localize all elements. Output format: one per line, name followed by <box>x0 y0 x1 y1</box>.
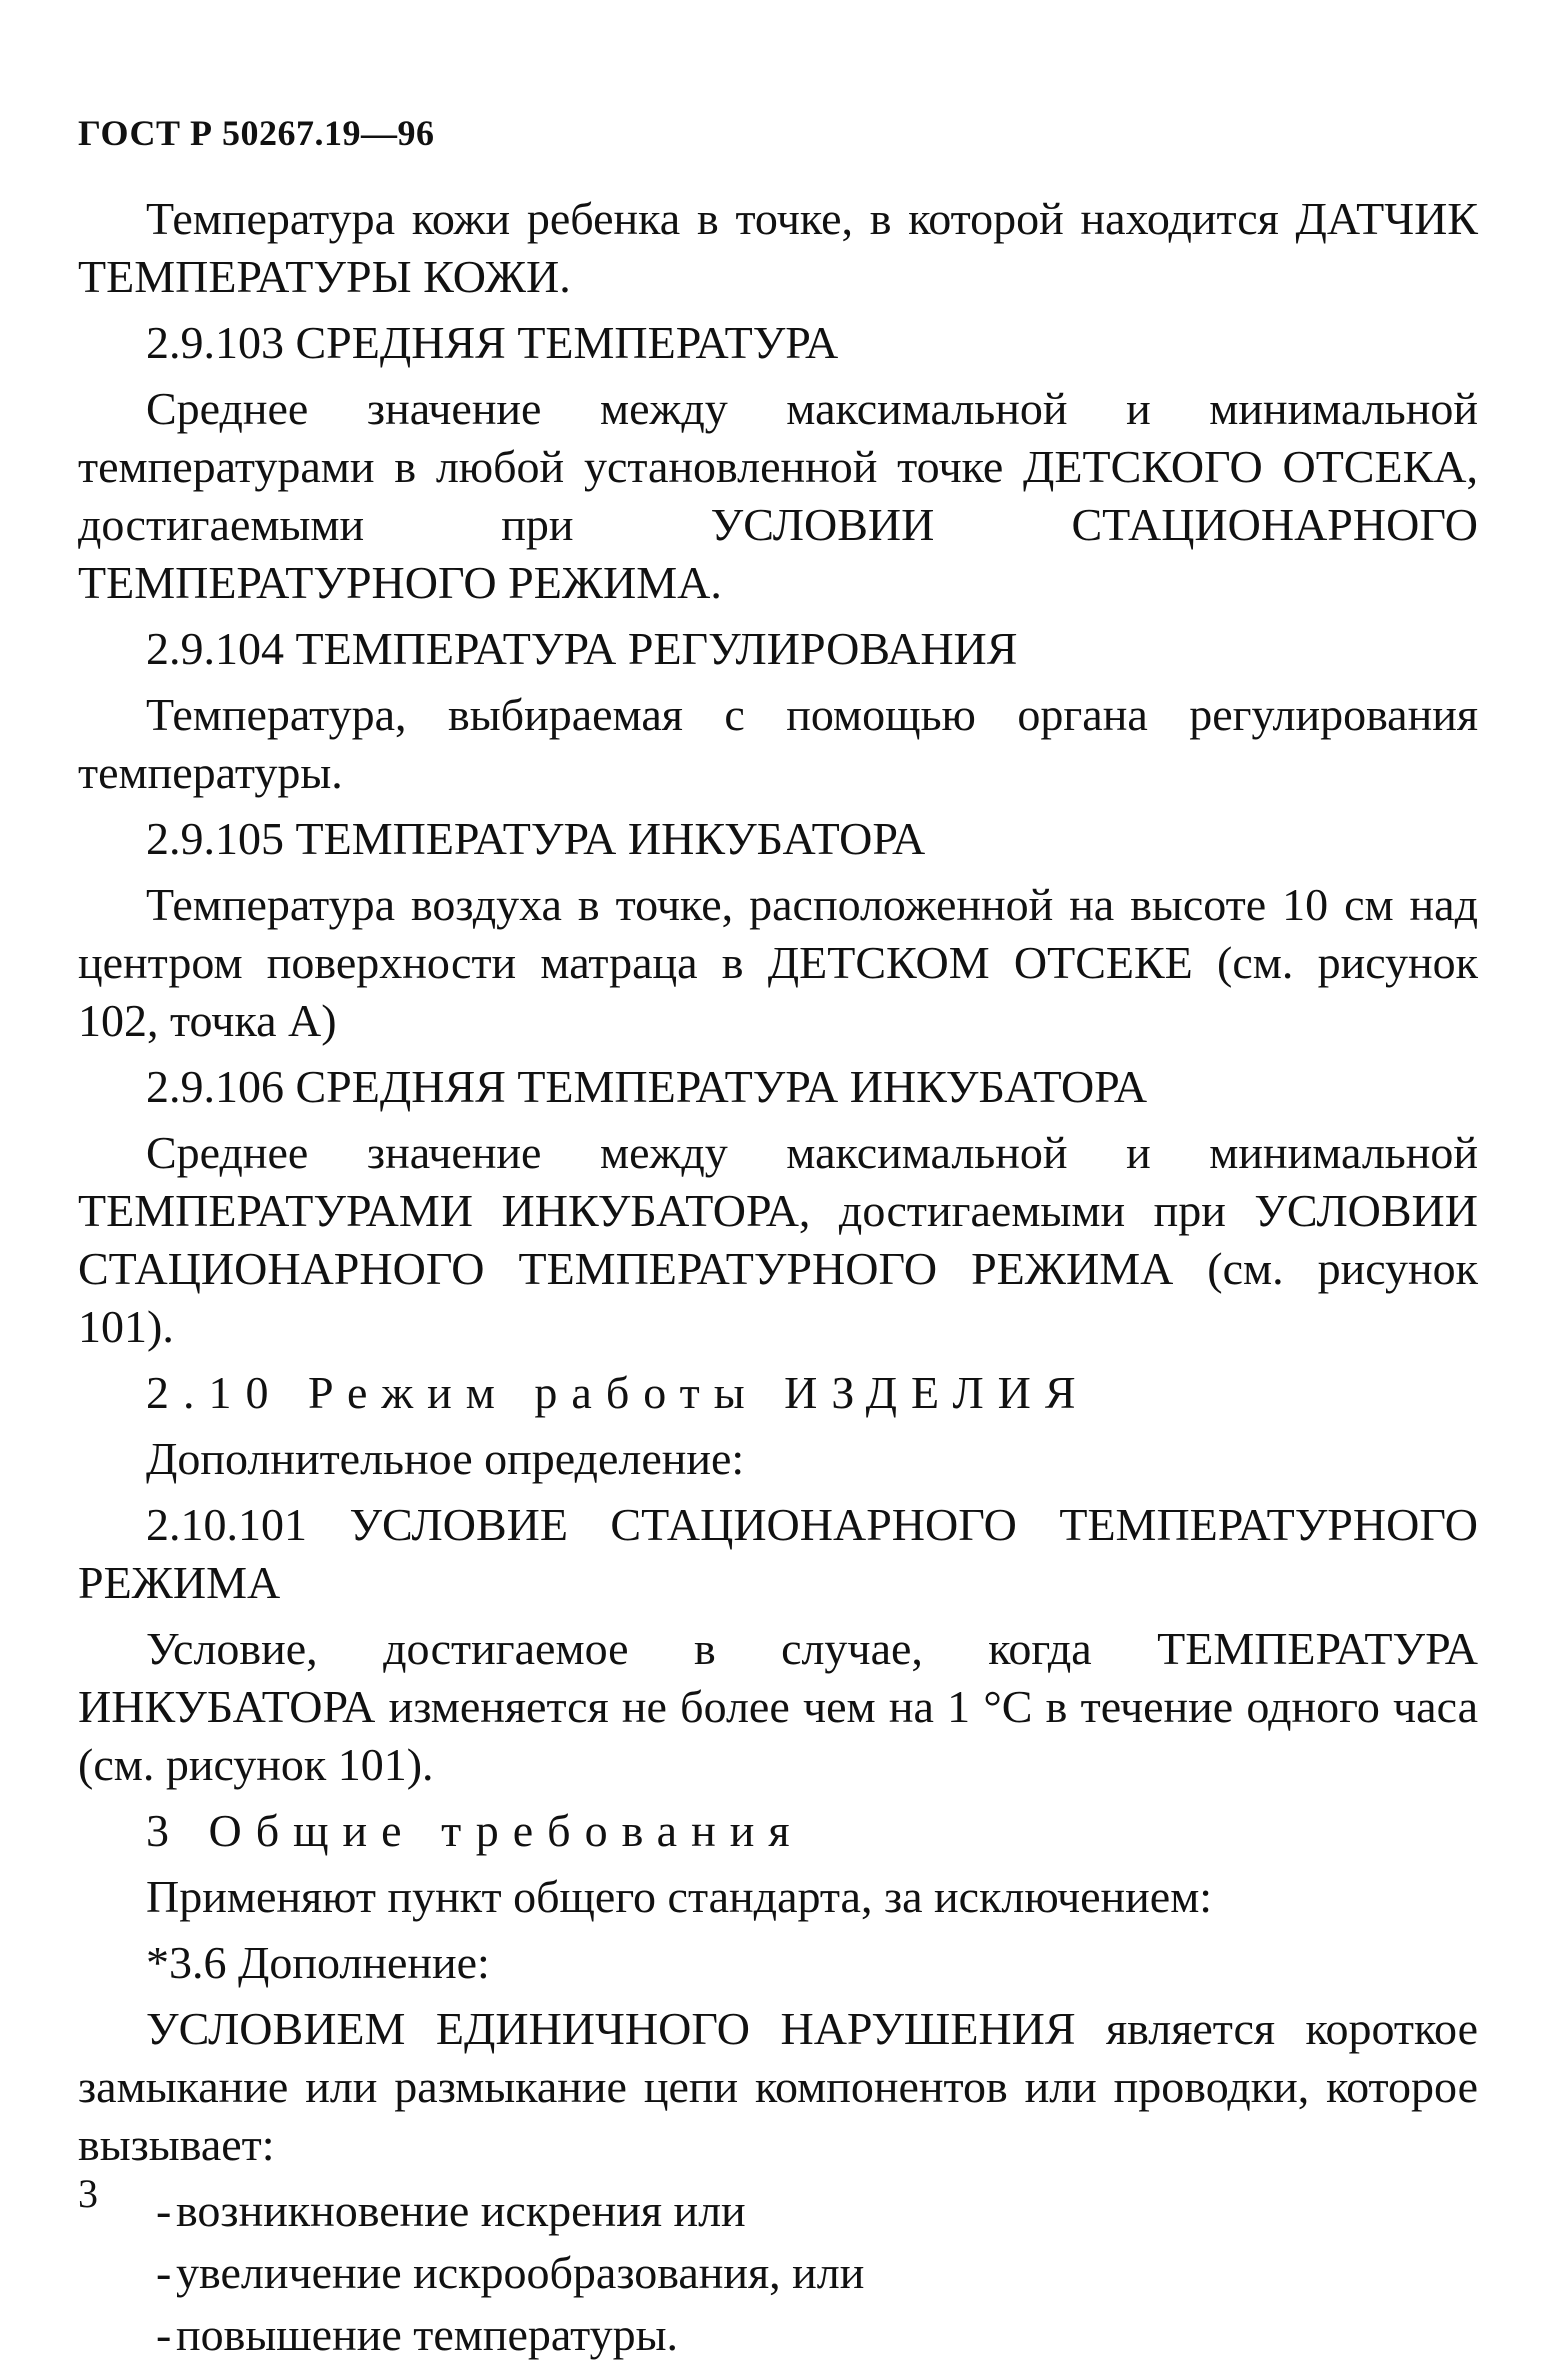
list-item <box>78 2244 1478 2302</box>
list-item-text: увеличение искрообразования, или <box>176 2247 865 2298</box>
paragraph-clause-3-6-addition: *3.6 Дополнение: <box>146 1937 490 1988</box>
document-header: ГОСТ Р 50267.19—96 <box>78 113 435 153</box>
consequences-list <box>78 2182 1478 2364</box>
page-number: 3 <box>78 2171 98 2216</box>
paragraph-general-standard-clause: Применяют пункт общего стандарта, за исключением: <box>146 1871 1213 1922</box>
term-steady-temperature-condition: 2.10.101 УСЛОВИЕ СТАЦИОНАРНОГО ТЕМПЕРАТУРНОГО РЕЖИМА <box>78 1499 1478 1608</box>
term-average-incubator-temperature: 2.9.106 СРЕДНЯЯ ТЕМПЕРАТУРА ИНКУБАТОРА <box>146 1061 1148 1112</box>
list-item-text: повышение температуры. <box>176 2309 679 2360</box>
paragraph-single-fault-condition: УСЛОВИЕМ ЕДИНИЧНОГО НАРУШЕНИЯ является короткое замыкание или размыкание цепи компонентов или проводки, которое вызывает: <box>78 2003 1478 2170</box>
term-average-temperature: 2.9.103 СРЕДНЯЯ ТЕМПЕРАТУРА <box>146 317 839 368</box>
section-heading-mode-of-operation: 2.10 Режим работы ИЗДЕЛИЯ <box>146 1367 1090 1418</box>
list-dash: - <box>156 2185 172 2236</box>
paragraph-additional-definition: Дополнительное определение: <box>146 1433 745 1484</box>
paragraph-average-incubator-temperature-definition: Среднее значение между максимальной и минимальной ТЕМПЕРАТУРАМИ ИНКУБАТОРА, достигаемыми при УСЛОВИИ СТАЦИОНАРНОГО ТЕМПЕРАТУРНОГО РЕЖИМА (см. рисунок 101). <box>78 1127 1478 1352</box>
term-control-temperature: 2.9.104 ТЕМПЕРАТУРА РЕГУЛИРОВАНИЯ <box>146 623 1018 674</box>
list-item <box>78 2306 1478 2364</box>
paragraph-average-temperature-definition: Среднее значение между максимальной и минимальной температурами в любой установленной точке ДЕТСКОГО ОТСЕКА, достигаемыми при УСЛОВИИ СТАЦИОНАРНОГО ТЕМПЕРАТУРНОГО РЕЖИМА. <box>78 383 1478 608</box>
paragraph-steady-temperature-condition-definition: Условие, достигаемое в случае, когда ТЕМПЕРАТУРА ИНКУБАТОРА изменяется не более чем на 1 °С в течение одного часа (см. рисунок 101). <box>78 1623 1478 1790</box>
term-incubator-temperature: 2.9.105 ТЕМПЕРАТУРА ИНКУБАТОРА <box>146 813 926 864</box>
paragraph-skin-temperature-definition: Температура кожи ребенка в точке, в которой находится ДАТЧИК ТЕМПЕРАТУРЫ КОЖИ. <box>78 193 1478 302</box>
document-body <box>78 190 1478 2368</box>
list-dash: - <box>156 2309 172 2360</box>
paragraph-control-temperature-definition: Температура, выбираемая с помощью органа регулирования температуры. <box>78 689 1478 798</box>
list-item-text: возникновение искрения или <box>176 2185 746 2236</box>
list-dash: - <box>156 2247 172 2298</box>
paragraph-incubator-temperature-definition: Температура воздуха в точке, расположенной на высоте 10 см над центром поверхности матраца в ДЕТСКОМ ОТСЕКЕ (см. рисунок 102, точка А) <box>78 879 1478 1046</box>
section-heading-general-requirements: 3 Общие требования <box>146 1805 804 1856</box>
list-item <box>78 2182 1478 2240</box>
